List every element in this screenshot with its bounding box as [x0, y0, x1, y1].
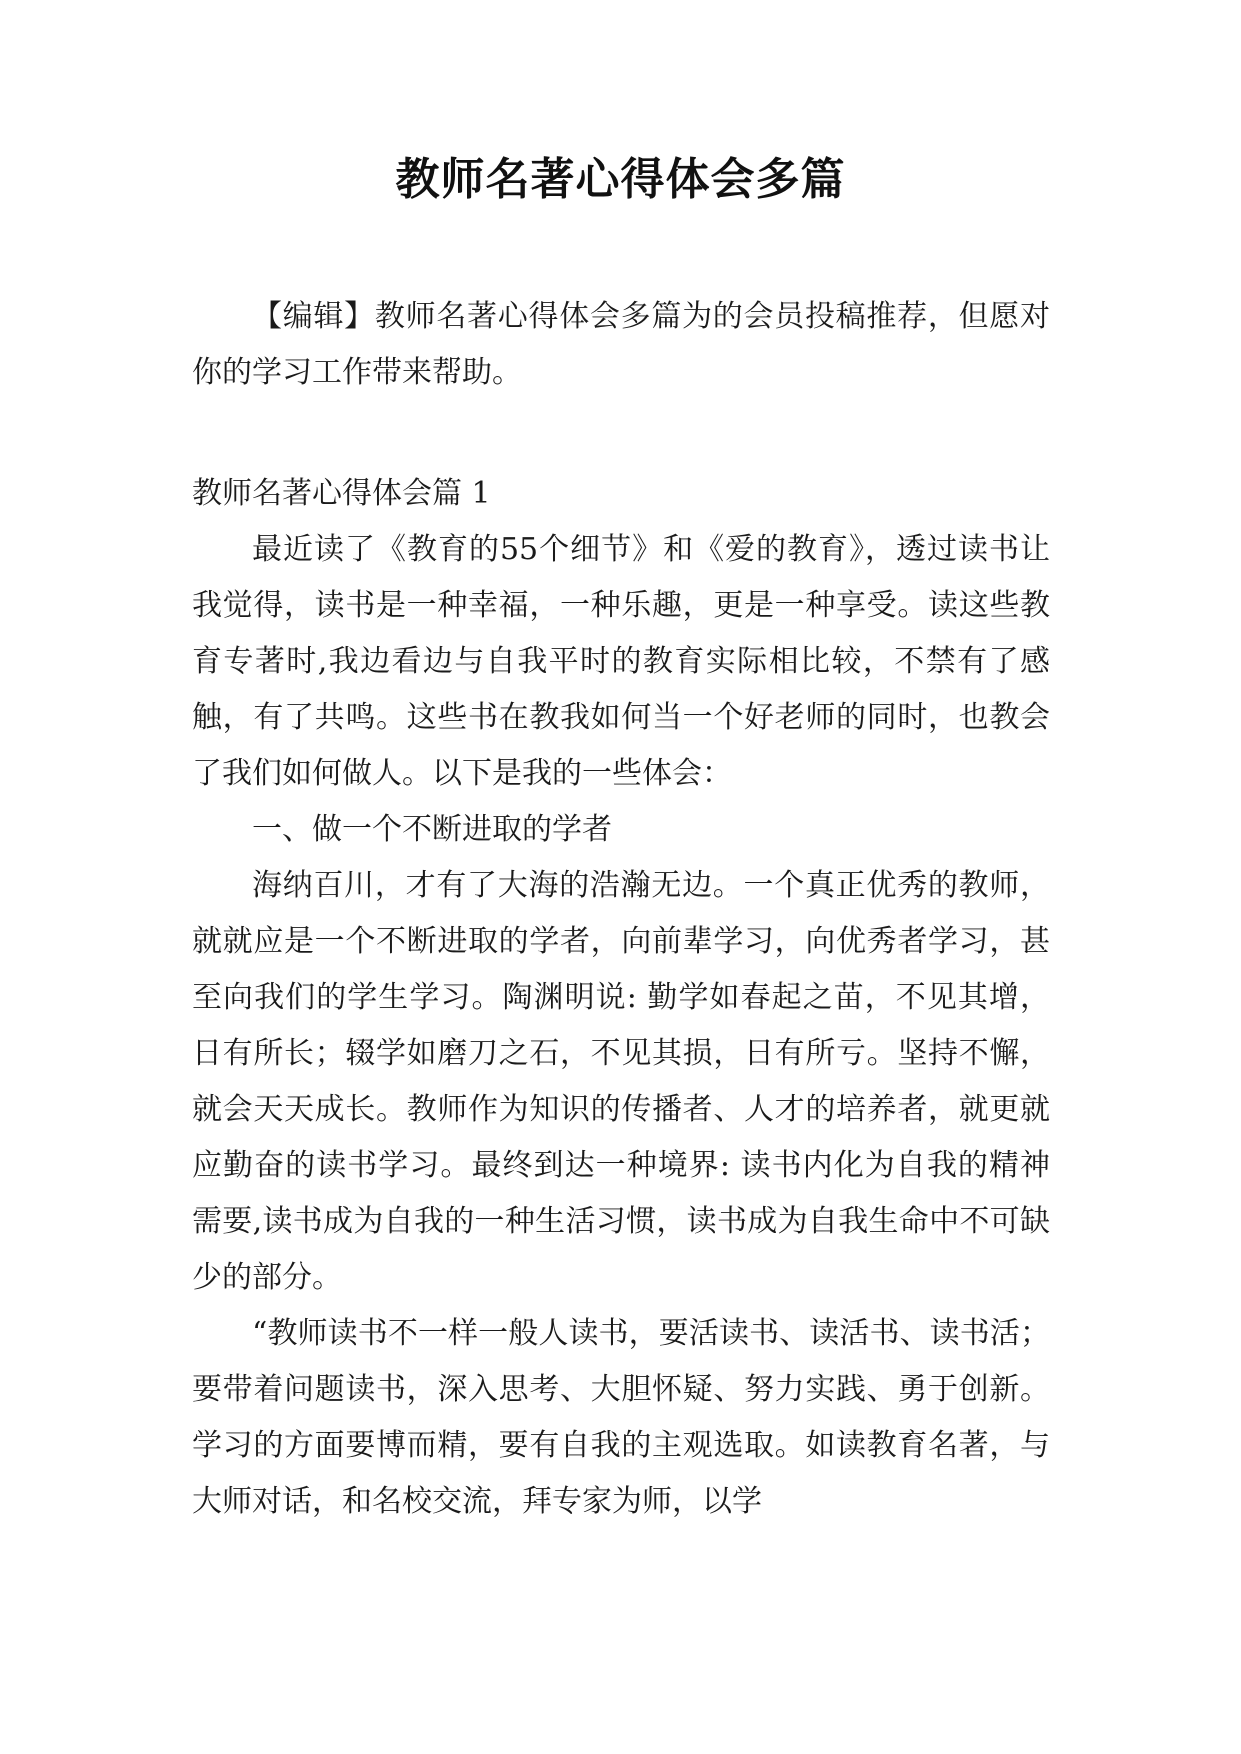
section-heading: 教师名著心得体会篇 1 [192, 476, 491, 511]
paragraph: 海纳百川，才有了大海的浩瀚无边。一个真正优秀的教师，就就应是一个不断进取的学者，向前辈学习，向优秀者学习，甚至向我们的学生学习。陶渊明说: 勤学如春起之苗，不见其增，日有所长；辍学如磨刀之石，不见其损，日有所亏。坚持不懈，就会天天成长。教师作为知识的传播者、人才的培养者，就更就应勤奋的读书学习。最终到达一种境界: 读书内化为自我的精神需要,读书成为自我的一种生活习惯，读书成为自我生命中不可缺少的部分。 [192, 868, 1050, 1295]
paragraph-subheading: 一、做一个不断进取的学者 [252, 812, 612, 847]
editor-note: 【编辑】教师名著心得体会多篇为的会员投稿推荐，但愿对你的学习工作带来帮助。 [192, 299, 1050, 390]
section-1 [192, 466, 1050, 1530]
paragraph: “教师读书不一样一般人读书，要活读书、读活书、读书活；要带着问题读书，深入思考、大胆怀疑、努力实践、勇于创新。学习的方面要博而精，要有自我的主观选取。如读教育名著，与大师对话，和名校交流，拜专家为师，以学 [192, 1316, 1050, 1519]
editor-note-block [192, 289, 1050, 401]
paragraph: 最近读了《教育的55个细节》和《爱的教育》，透过读书让我觉得，读书是一种幸福，一种乐趣，更是一种享受。读这些教育专著时,我边看边与自我平时的教育实际相比较，不禁有了感触，有了共鸣。这些书在教我如何当一个好老师的同时，也教会了我们如何做人。以下是我的一些体会： [192, 532, 1050, 791]
document-title: 教师名著心得体会多篇 [395, 154, 846, 205]
